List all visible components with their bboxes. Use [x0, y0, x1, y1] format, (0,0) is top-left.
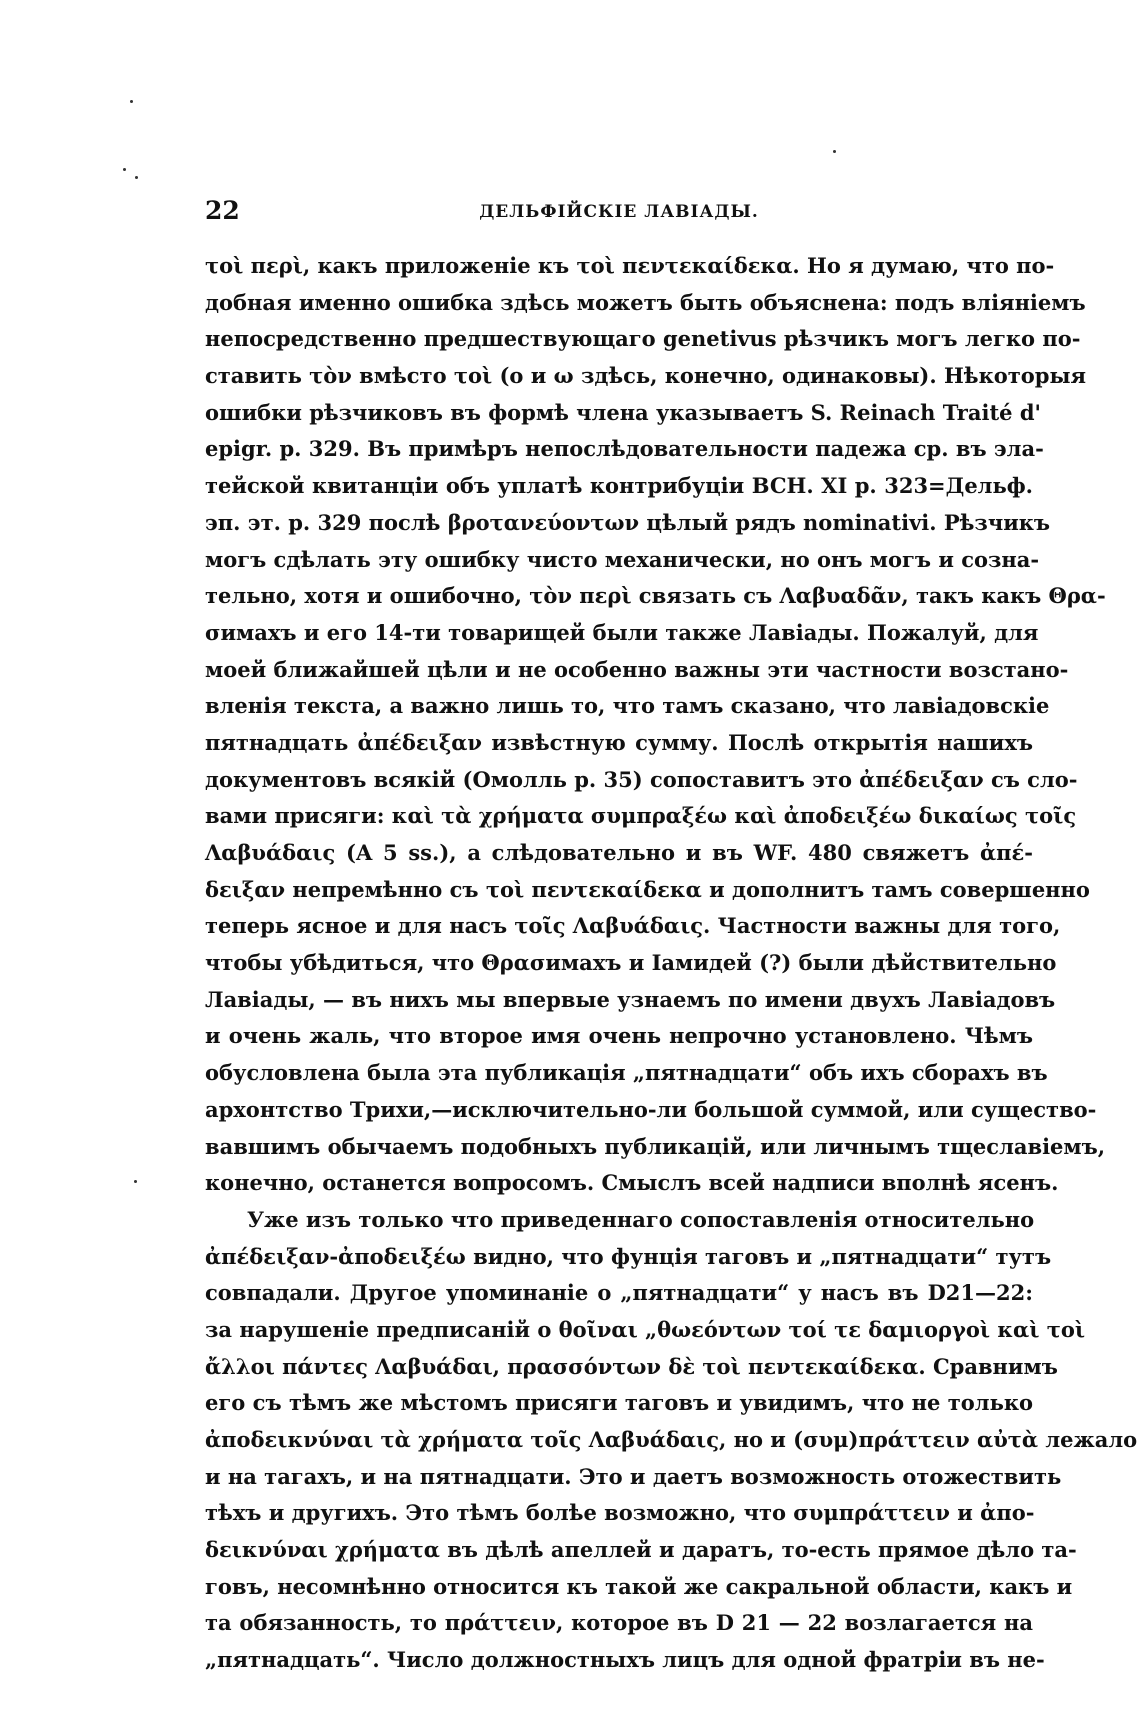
text-line: вавшимъ обычаемъ подобныхъ публикацій, или личнымъ тщеславіемъ,: [205, 1133, 1106, 1159]
text-line: Уже изъ только что приведеннаго сопоставленія относительно: [247, 1206, 1035, 1232]
scan-speck: [123, 168, 126, 171]
text-line: Λαβυάδαις (A 5 ss.), а слѣдовательно и въ WF. 480 свяжетъ ἀπέ-: [205, 840, 1033, 865]
text-line: epigr. p. 329. Въ примѣръ непослѣдовательности падежа ср. въ эла-: [205, 436, 1044, 462]
text-line: Лавіады, — въ нихъ мы впервые узнаемъ по имени двухъ Лавіадовъ: [205, 986, 1056, 1012]
text-line: вленія текста, а важно лишь то, что тамъ сказано, что лавіадовскіе: [205, 693, 1050, 719]
text-line: τοὶ περὶ, какъ приложеніе къ τοὶ πεντεκαίδεκα. Но я думаю, что по-: [205, 253, 1055, 278]
text-line: говъ, несомнѣнно относится къ такой же сакральной области, какъ и: [205, 1573, 1073, 1599]
text-line: тельно, хотя и ошибочно, τὸν περὶ связать съ Λαβυαδᾶν, такъ какъ Θρα-: [205, 583, 1106, 609]
text-line: могъ сдѣлать эту ошибку чисто механически, но онъ могъ и созна-: [205, 546, 1040, 572]
text-line: обусловлена была эта публикація „пятнадцати“ объ ихъ сборахъ въ: [205, 1060, 1048, 1086]
text-line: совпадали. Другое упоминаніе о „пятнадцати“ у насъ въ D21—22:: [205, 1280, 1033, 1306]
text-line: добная именно ошибка здѣсь можетъ быть объяснена: подъ вліяніемъ: [205, 289, 1086, 315]
page-number: 22: [205, 196, 240, 225]
text-line: его съ тѣмъ же мѣстомъ присяги таговъ и увидимъ, что не только: [205, 1390, 1033, 1416]
text-line: δειξαν непремѣнно съ τοὶ πεντεκαίδεκα и дополнитъ тамъ совершенно: [205, 876, 1090, 902]
text-line: σимахъ и его 14-ти товарищей были также Лавіады. Пожалуй, для: [205, 619, 1039, 645]
body-text: [205, 248, 1138, 1679]
text-line: та обязанность, то πράττειν, которое въ D 21 — 22 возлагается на: [205, 1610, 1033, 1636]
paragraph: [205, 248, 1106, 1202]
text-line: ставить τὸν вмѣсто τοὶ (ο и ω здѣсь, конечно, одинаковы). Нѣкоторыя: [205, 363, 1087, 389]
scan-speck: [134, 1180, 137, 1183]
text-line: теперь ясное и для насъ τοῖς Λαβυάδαις. Частности важны для того,: [205, 913, 1061, 939]
text-line: ошибки рѣзчиковъ въ формѣ члена указываетъ S. Reinach Traité d': [205, 399, 1041, 425]
scan-speck: [135, 176, 138, 179]
text-line: ἀποδεικνύναι τὰ χρήματα τοῖς Λαβυάδαις, но и (συμ)πράττειν αὐτὰ лежало: [205, 1427, 1138, 1452]
text-line: вами присяги: καὶ τὰ χρήματα συμπραξέω καὶ ἀποδειξέω δικαίως τοῖς: [205, 803, 1077, 829]
text-line: пятнадцать ἀπέδειξαν извѣстную сумму. Послѣ открытія нашихъ: [205, 729, 1033, 755]
text-line: конечно, останется вопросомъ. Смыслъ всей надписи вполнѣ ясенъ.: [205, 1170, 1059, 1196]
text-line: ἄλλοι πάντες Λαβυάδαι, πρασσόντων δὲ τοὶ πεντεκαίδεκα. Сравнимъ: [205, 1353, 1058, 1379]
text-line: тѣхъ и другихъ. Это тѣмъ болѣе возможно, что συμπράττειν и ἀπο-: [205, 1500, 1035, 1526]
text-line: ἀπέδειξαν-ἀποδειξέω видно, что фунція таговъ и „пятнадцати“ тутъ: [205, 1243, 1052, 1269]
page-header: [205, 196, 1033, 230]
running-title: ДЕЛЬФІЙСКІЕ ЛАВІАДЫ.: [479, 202, 759, 222]
text-line: непосредственно предшествующаго genetivus рѣзчикъ могъ легко по-: [205, 326, 1081, 352]
text-line: и очень жаль, что второе имя очень непрочно установлено. Чѣмъ: [205, 1023, 1033, 1049]
paragraph: [205, 1202, 1138, 1679]
text-line: тейской квитанціи объ уплатѣ контрибуціи BCH. XI p. 323=Дельф.: [205, 473, 1033, 499]
text-line: чтобы убѣдиться, что Θρασимахъ и Іамидей (?) были дѣйствительно: [205, 950, 1057, 976]
text-line: архонтство Трихи,—исключительно-ли большой суммой, или существо-: [205, 1096, 1097, 1122]
text-line: за нарушеніе предписаній о θοῖναι „θωεόντων τοί τε δαμιοργοὶ καὶ τοὶ: [205, 1316, 1085, 1342]
scan-speck: [130, 100, 133, 103]
text-line: моей ближайшей цѣли и не особенно важны эти частности возстано-: [205, 656, 1069, 682]
text-line: документовъ всякій (Омолль p. 35) сопоставитъ это ἀπέδειξαν съ сло-: [205, 766, 1078, 792]
text-line: эп. эт. p. 329 послѣ βροτανεύοντων цѣлый рядъ nominativi. Рѣзчикъ: [205, 509, 1051, 535]
text-line: и на тагахъ, и на пятнадцати. Это и даетъ возможность отожествить: [205, 1463, 1062, 1489]
scan-speck: [833, 150, 836, 153]
book-page: [205, 196, 1138, 1679]
text-line: δεικνύναι χρήματα въ дѣлѣ апеллей и даратъ, то-есть прямое дѣло та-: [205, 1537, 1077, 1563]
text-line: „пятнадцать“. Число должностныхъ лицъ для одной фратріи въ не-: [205, 1647, 1045, 1673]
